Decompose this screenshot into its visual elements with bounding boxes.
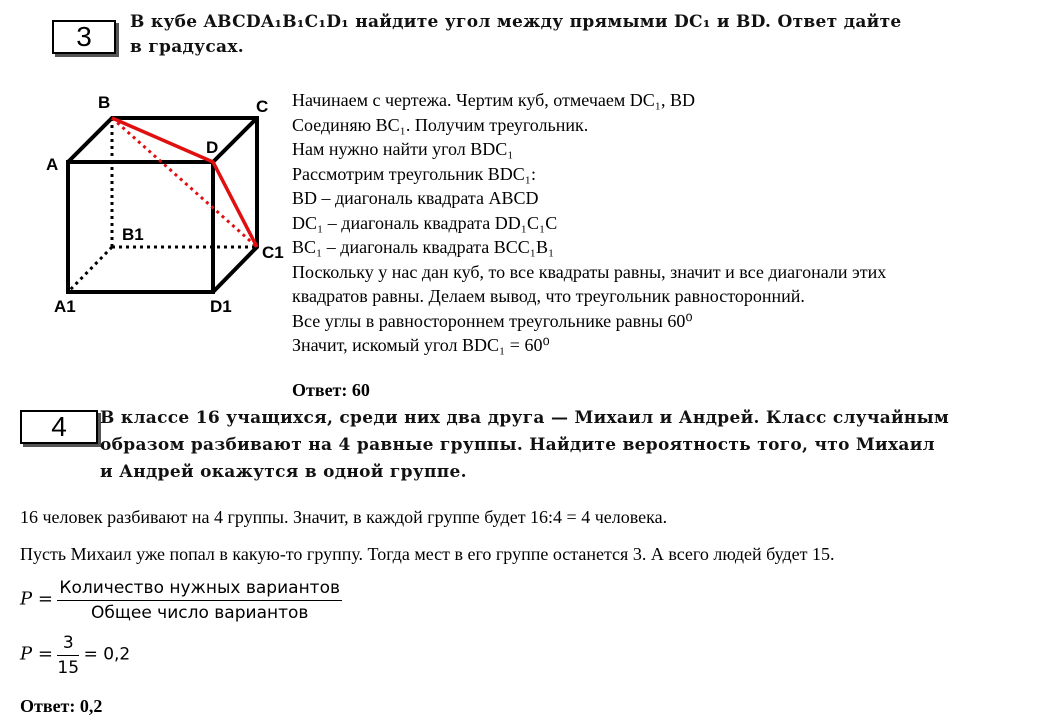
answer-3: Ответ: 60: [292, 380, 370, 400]
task-3-text: В кубе ABCDA₁B₁C₁D₁ найдите угол между прямыми DC₁ и BD. Ответ дайте в градусах.: [130, 12, 902, 57]
solution-4-line-1: 16 человек разбивают на 4 группы. Значит, в каждой группе будет 16:4 = 4 человека.: [20, 507, 668, 527]
formula-2: P = $\frac{3}{15}$ = 0,2: [20, 633, 131, 678]
label-c1: C1: [262, 243, 284, 262]
label-c: C: [256, 97, 269, 116]
label-b: B: [98, 93, 111, 112]
solution-3: Начинаем с чертежа. Чертим куб, отмечаем DC₁, BD Соединяю BC₁. Получим треугольник. Нам нужно найти угол BDC₁ Рассмотрим треугольник BDC₁: BD – диагональ квадрата ABCD DC₁ – диагональ квадрата DD₁C₁C BC₁ – диагональ квадрата BCC₁B₁ Поскольку у нас дан куб, то все квадраты равны, значит и все диагонали этих квадратов равны. Делаем вывод, что треугольник равносторонний. Все углы в равностороннем треугольнике равны 60⁰ Значит, искомый угол BDC₁ = 60⁰: [292, 90, 887, 355]
task-3-number: 3: [52, 20, 116, 54]
solution-4-line-2: Пусть Михаил уже попал в какую-то группу. Тогда мест в его группе останется 3. А всего людей будет 15.: [20, 544, 835, 564]
label-d1: D1: [210, 297, 232, 316]
answer-4: Ответ: 0,2: [20, 696, 103, 716]
label-a1: A1: [54, 297, 76, 316]
label-b1: B1: [122, 225, 144, 244]
label-d: D: [206, 138, 219, 157]
label-a: A: [46, 155, 59, 174]
cube-figure: [0, 80, 290, 320]
cube-edges: [68, 118, 257, 292]
formula-1: P = $\frac{\text{Количество нужных вариантов}}{\text{Общее число вариантов}}$: [20, 578, 341, 623]
task-4-text: В классе 16 учащихся, среди них два друга — Михаил и Андрей. Класс случайным образом разбивают на 4 равные группы. Найдите вероятность того, что Михаил и Андрей окажутся в одной группе.: [100, 408, 950, 482]
task-4-number: 4: [20, 410, 98, 444]
